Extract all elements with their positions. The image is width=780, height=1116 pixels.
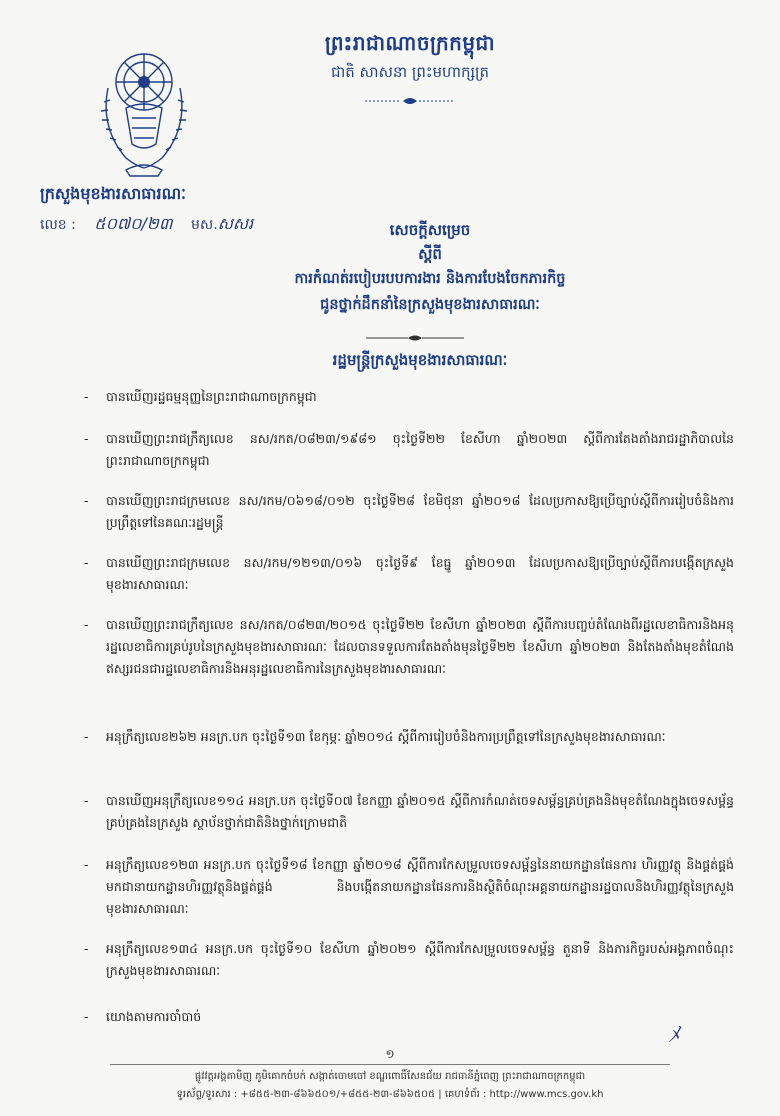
footer-divider — [110, 1064, 670, 1065]
ref-code: សសរ — [217, 214, 254, 233]
list-item — [84, 938, 734, 982]
list-item — [84, 490, 734, 534]
page-number: ១ — [385, 1047, 395, 1061]
document-title-line1: ការកំណត់របៀបរបបការងារ និងការបែងចែកភារកិច្ច — [294, 271, 566, 287]
handwritten-mark: ﾒ — [668, 1023, 680, 1048]
reference-number — [40, 214, 300, 240]
list-item-text: បានឃើញរដ្ឋធម្មនុញ្ញនៃព្រះរាជាណាចក្រកម្ពុជា — [106, 389, 317, 404]
list-item-text: អនុក្រឹត្យលេខ១៣៤ អនក្រ.បក ចុះថ្ងៃទី១០ ខែសីហា ឆ្នាំ២០២១ ស្ដីពីការកែសម្រួលចេទសម្ព័ន្ធ តួនាទី និងភារកិច្ចរបស់អង្គភាពចំណុះក្រសួងមុខងារសាធារណៈ — [106, 941, 734, 978]
bullet-dash: - — [84, 555, 89, 570]
list-item — [84, 386, 734, 408]
bullet-dash: - — [84, 431, 89, 446]
bullet-dash: - — [84, 389, 89, 404]
list-item-text: បានឃើញព្រះរាជក្រមលេខ នស/រកម/១២១៣/០១៦ ចុះថ្ងៃទី៩ ខែធ្នូ ឆ្នាំ២០១៣ ដែលប្រកាសឱ្យប្រើច្បាប់ស្ដីពីការបង្កើតក្រសួងមុខងារសាធារណៈ — [106, 555, 734, 592]
list-item — [84, 726, 734, 748]
ref-number: ៥០៧០/២៣ — [94, 214, 173, 233]
list-item — [84, 614, 734, 680]
list-item-text: បានឃើញព្រះរាជក្រឹត្យលេខ នស/រកត/០៨២៣/២០១៥ ចុះថ្ងៃទី២២ ខែសីហា ឆ្នាំ២០២៣ ស្ដីពីការបញ្ចប់តំណែងពីរដ្ឋលេខាធិការនិងអនុរដ្ឋលេខាធិការគ្រប់រូបនៃក្រសួងមុខងារសាធារណៈ ដែលបានទទួលការតែងតាំងមុនថ្ងៃទី២២ ខែសីហា ឆ្នាំ២០២៣ និងតែងតាំងមុខតំណែងឥស្សរជនជារដ្ឋលេខាធិការនិងអនុរដ្ឋលេខាធិការនៃក្រសួងមុខងារសាធារណៈ — [106, 617, 734, 676]
kingdom-heading: ព្រះរាជាណាចក្រកម្ពុជា — [324, 31, 496, 55]
list-item-text: អនុក្រឹត្យលេខ២៦២ អនក្រ.បក ចុះថ្ងៃទី១៣ ខែកុម្ភៈ ឆ្នាំ២០១៤ ស្ដីពីការរៀបចំនិងការប្រព្រឹត្តទៅនៃក្រសួងមុខងារសាធារណៈ — [106, 729, 666, 744]
list-item-text: យោងតាមការចាំបាច់ — [106, 1009, 202, 1024]
list-item-text: បានឃើញអនុក្រឹត្យលេខ១១៤ អនក្រ.បក ចុះថ្ងៃទី០៧ ខែកញ្ញា ឆ្នាំ២០១៥ ស្ដីពីការកំណត់ចេទសម្ព័ន្ធគ្រប់គ្រងនិងមុខតំណែងក្នុងចេទសម្ព័ន្ធគ្រប់គ្រងនៃក្រសួង ស្ថាប័នថ្នាក់ជាតិនិងថ្នាក់ក្រោមជាតិ — [106, 793, 734, 830]
royal-emblem — [96, 48, 192, 180]
bullet-dash: - — [84, 493, 89, 508]
document-title-line2: ជូនថ្នាក់ដឹកនាំនៃក្រសួងមុខងារសាធារណៈ — [320, 297, 540, 313]
ornament-divider — [355, 96, 465, 106]
list-item-text: បានឃើញព្រះរាជក្រឹត្យលេខ នស/រកត/០៨២៣/១៩៨១ ចុះថ្ងៃទី២២ ខែសីហា ឆ្នាំ២០២៣ ស្ដីពីការតែងតាំងរាជរដ្ឋាភិបាលនៃព្រះរាជាណាចក្រកម្ពុជា — [106, 431, 734, 468]
bullet-dash: - — [84, 941, 89, 956]
list-item — [84, 790, 734, 834]
document-about: ស្ដីពី — [418, 245, 442, 263]
bullet-dash: - — [84, 793, 89, 808]
issuer-heading: រដ្ឋមន្ត្រីក្រសួងមុខងារសាធារណៈ — [332, 351, 508, 369]
bullet-dash: - — [84, 729, 89, 744]
footer-address: ផ្លូវវត្តអង្គតាមិញ ភូមិគោកចំបក់ សង្កាត់ចោមចៅ ខណ្ឌពោធិ៍សែនជ័យ រាជធានីភ្នំពេញ ព្រះរាជាណាចក្រកម្ពុជា — [194, 1071, 586, 1082]
bullet-dash: - — [84, 617, 89, 632]
list-item-text: អនុក្រឹត្យលេខ១២៣ អនក្រ.បក ចុះថ្ងៃទី១៨ ខែកញ្ញា ឆ្នាំ២០១៨ ស្ដីពីការកែសម្រួលចេទសម្ព័ន្ធនៃនាយកដ្ឋានផែនការ ហិរញ្ញវត្ថុ និងផ្គត់ផ្គង់ មកជានាយកដ្ឋានហិរញ្ញវត្ថុនិងផ្គត់ផ្គង់ និងបង្កើតនាយកដ្ឋានផែនការនិងស្ថិតិចំណុះអគ្គនាយកដ្ឋានរដ្ឋបាលនិងហិរញ្ញវត្ថុនៃក្រសួងមុខងារសាធារណៈ — [106, 857, 734, 916]
bullet-dash: - — [84, 857, 89, 872]
bullet-dash: - — [84, 1009, 89, 1024]
list-item — [84, 552, 734, 596]
list-item — [84, 428, 734, 472]
footer-contact: ទូរស័ព្ទ/ទូរសារ : +៨៥៥-២៣-៨៦៦៥០១/+៨៥៥-២៣-៨៦៦៥០៥ | គេហទំព័រ : http://www.mcs.gov.kh — [176, 1089, 604, 1100]
national-motto: ជាតិ សាសនា ព្រះមហាក្សត្រ — [330, 63, 490, 81]
ministry-name: ក្រសួងមុខងារសាធារណៈ — [40, 184, 186, 203]
ref-suffix: មស. — [191, 217, 218, 233]
list-item — [84, 854, 734, 920]
list-item-text: បានឃើញព្រះរាជក្រមលេខ នស/រកម/០៦១៨/០១២ ចុះថ្ងៃទី២៨ ខែមិថុនា ឆ្នាំ២០១៨ ដែលប្រកាសឱ្យប្រើច្បាប់ស្ដីពីការរៀបចំនិងការប្រព្រឹត្តទៅនៃគណៈរដ្ឋមន្ត្រី — [106, 493, 734, 530]
document-type: សេចក្ដីសម្រេច — [389, 221, 471, 239]
ornament-divider-2 — [360, 333, 470, 343]
ref-label: លេខ : — [40, 217, 76, 233]
list-item — [84, 1006, 734, 1028]
